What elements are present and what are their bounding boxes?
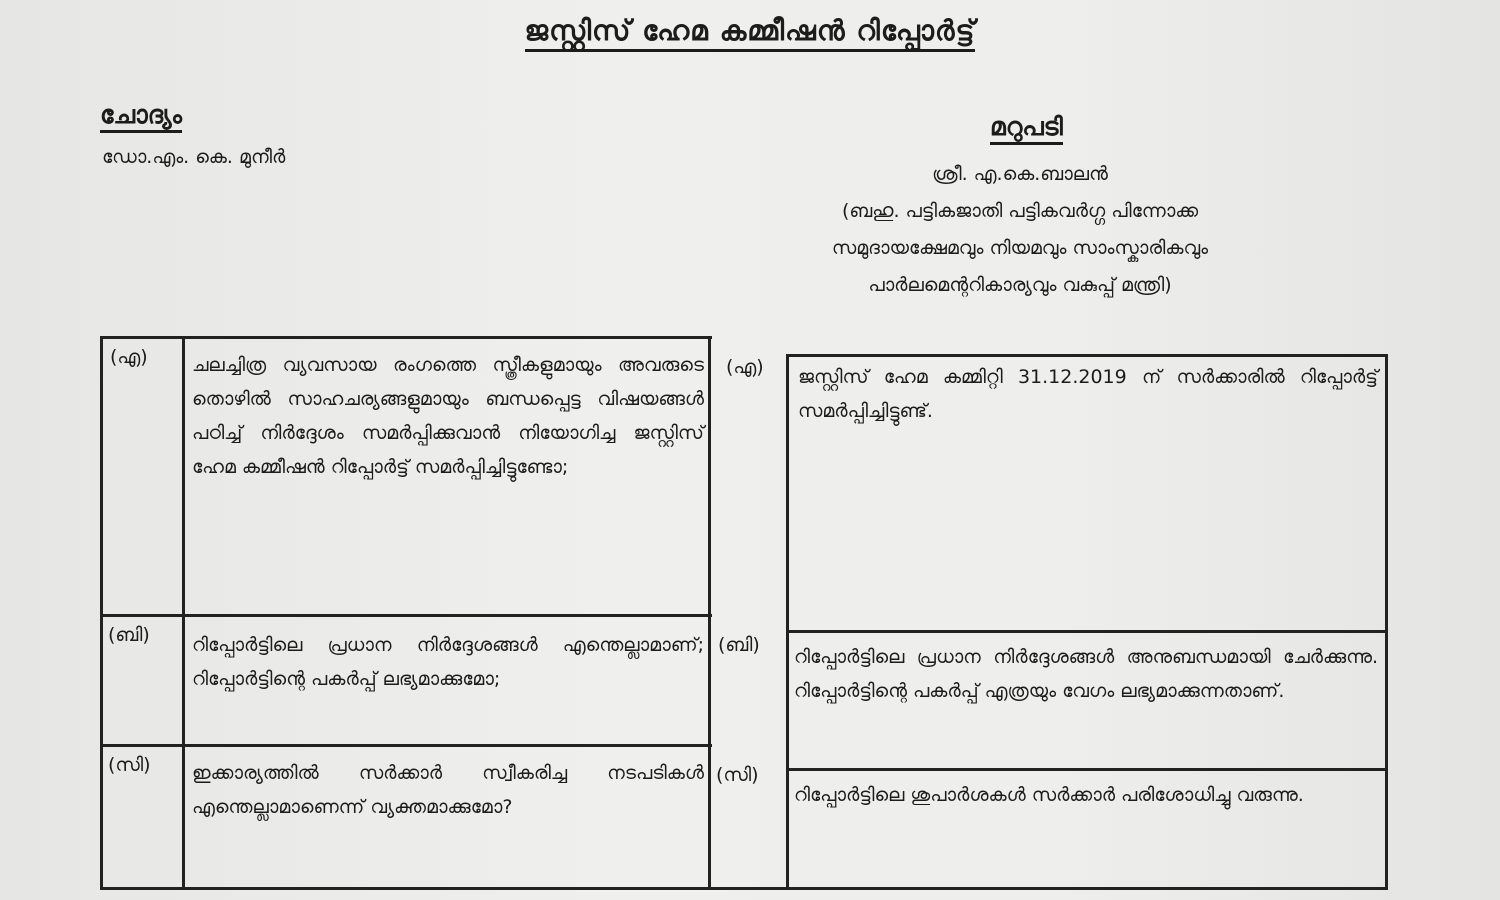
qa-table: [100, 336, 1388, 890]
minister-portfolio-line-2: സമുദായക്ഷേമവും നിയമവും സാംസ്കാരികവും: [831, 237, 1209, 259]
row-a-question-label: (എ): [110, 346, 148, 368]
row-a-answer-text: ജസ്റ്റിസ് ഹേമ കമ്മിറ്റി 31.12.2019 ന് സർക്കാരിൽ റിപ്പോർട്ട് സമർപ്പിച്ചിട്ടുണ്ട്.: [798, 366, 1378, 422]
table-rule-row1-a: [788, 630, 1388, 633]
table-divider-label-a: [786, 354, 789, 890]
table-border-bottom: [100, 887, 1388, 890]
row-b-question-text: റിപ്പോർട്ടിലെ പ്രധാന നിർദ്ദേശങ്ങൾ എന്തെല്ലാമാണ്; റിപ്പോർട്ടിന്റെ പകർപ്പ് ലഭ്യമാക്കുമോ;: [192, 634, 704, 690]
minister-portfolio-line-3: പാർലമെന്ററികാര്യവും വകുപ്പ് മന്ത്രി): [868, 274, 1172, 296]
row-c-answer-text: റിപ്പോർട്ടിലെ ശുപാർശകൾ സർക്കാർ പരിശോധിച്ചു വരുന്നു.: [794, 784, 1304, 806]
row-b-answer-label: (ബി): [718, 634, 760, 656]
document-title: [0, 14, 1500, 48]
table-border-top: [100, 336, 712, 339]
row-a-answer-label: (എ): [726, 356, 764, 378]
minister-portfolio-line-1: (ബഹു. പട്ടികജാതി പട്ടികവർഗ്ഗ പിന്നോക്ക: [841, 200, 1199, 222]
row-b-answer-text: റിപ്പോർട്ടിലെ പ്രധാന നിർദ്ദേശങ്ങൾ അനുബന്ധമായി ചേർക്കുന്നു. റിപ്പോർട്ടിന്റെ പകർപ്പ് എത്രയും വേഗം ലഭ്യമാക്കുന്നതാണ്.: [794, 646, 1378, 702]
table-border-left: [100, 336, 103, 890]
table-rule-row1-q: [100, 614, 712, 617]
row-a-question-text: ചലച്ചിത്ര വ്യവസായ രംഗത്തെ സ്ത്രീകളുമായും അവരുടെ തൊഴിൽ സാഹചര്യങ്ങളുമായും ബന്ധപ്പെട്ട വിഷയങ്ങൾ പഠിച്ച് നിർദ്ദേശം സമർപ്പിക്കുവാൻ നിയോഗിച്ച ജസ്റ്റിസ് ഹേമ കമ്മീഷൻ റിപ്പോർട്ട് സമർപ്പിച്ചിട്ടുണ്ടോ;: [192, 354, 704, 478]
question-asker: ഡോ.എം. കെ. മുനീർ: [102, 146, 286, 168]
table-divider-label-q: [182, 336, 185, 890]
table-divider-middle: [708, 336, 711, 890]
table-border-top-right: [788, 354, 1388, 357]
table-border-right: [1385, 354, 1388, 890]
table-rule-row2-q: [100, 744, 712, 747]
row-c-answer-label: (സി): [716, 764, 759, 786]
table-rule-row2-a: [788, 768, 1388, 771]
minister-block: [740, 156, 1300, 304]
question-heading: ചോദ്യം: [100, 100, 182, 133]
row-b-question-label: (ബി): [108, 624, 150, 646]
document-title-text: ജസ്റ്റിസ് ഹേമ കമ്മീഷൻ റിപ്പോർട്ട്: [525, 14, 976, 52]
row-c-question-label: (സി): [108, 754, 151, 776]
row-c-question-text: ഇക്കാര്യത്തിൽ സർക്കാർ സ്വീകരിച്ച നടപടികൾ എന്തെല്ലാമാണെന്ന് വ്യക്തമാക്കുമോ?: [192, 762, 704, 818]
minister-name: ശ്രീ. എ.കെ.ബാലൻ: [932, 163, 1108, 185]
answer-heading: മറുപടി: [990, 112, 1063, 145]
